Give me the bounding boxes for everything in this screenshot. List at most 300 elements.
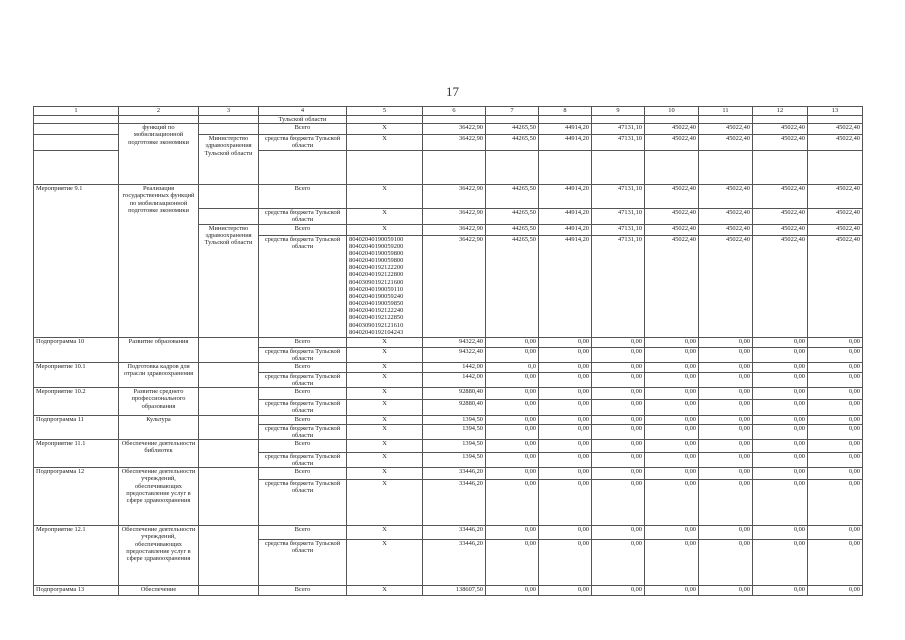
- table-cell: 0,00: [645, 439, 699, 452]
- table-cell: Министерство здравоохранения Тульской области: [199, 224, 259, 337]
- table-cell: 47131,10: [592, 235, 645, 337]
- table-cell: 0,00: [699, 337, 753, 347]
- table-cell: [199, 337, 259, 362]
- table-cell: [808, 151, 863, 185]
- table-cell: средства бюджета Тульской области: [259, 235, 347, 337]
- table-cell: Х: [347, 526, 423, 540]
- table-cell: 44914,20: [539, 185, 592, 209]
- table-cell: Всего: [259, 124, 347, 135]
- table-cell: Всего: [259, 586, 347, 596]
- table-cell: 0,00: [592, 540, 645, 586]
- table-cell: Всего: [259, 468, 347, 480]
- table-cell: 45022,40: [808, 235, 863, 337]
- table-cell: Х: [347, 586, 423, 596]
- table-cell: Х: [347, 540, 423, 586]
- table-cell: [34, 135, 119, 151]
- table-cell: [199, 526, 259, 586]
- column-header: 4: [259, 107, 347, 116]
- table-cell: Х: [347, 185, 423, 209]
- table-cell: 44265,50: [486, 135, 539, 151]
- table-cell: 45022,40: [753, 209, 808, 224]
- table-body: [34, 116, 863, 596]
- table-cell: 44914,20: [539, 235, 592, 337]
- table-cell: 47131,10: [592, 224, 645, 235]
- table-cell: 0,00: [592, 388, 645, 400]
- table-cell: 0,00: [592, 372, 645, 387]
- table-cell: 0,00: [808, 452, 863, 467]
- table-row: [34, 116, 863, 124]
- table-cell: [645, 151, 699, 185]
- table-cell: [259, 151, 347, 185]
- table-cell: 0,00: [486, 424, 539, 439]
- table-cell: 0,00: [486, 480, 539, 526]
- table-cell: 0,00: [808, 388, 863, 400]
- table-cell: функций по мобилизационной подготовке экономики: [119, 124, 199, 185]
- header-row: [34, 107, 863, 116]
- column-header: 11: [699, 107, 753, 116]
- table-cell: 45022,40: [699, 235, 753, 337]
- budget-code: 80403090192121600: [349, 278, 404, 286]
- table-cell: Х: [347, 424, 423, 439]
- table-cell: 44914,20: [539, 209, 592, 224]
- table-cell: [699, 116, 753, 124]
- table-cell: 36422,90: [423, 224, 486, 235]
- table-cell: 0,00: [539, 439, 592, 452]
- budget-code: 80402040192122800: [349, 271, 404, 279]
- column-header: 7: [486, 107, 539, 116]
- table-cell: Х: [347, 362, 423, 372]
- column-header: 10: [645, 107, 699, 116]
- table-cell: Х: [347, 372, 423, 387]
- table-cell: Министерство здравоохранения Тульской области: [199, 135, 259, 185]
- table-cell: 0,00: [753, 388, 808, 400]
- column-header: 1: [34, 107, 119, 116]
- table-cell: 47131,10: [592, 135, 645, 151]
- budget-code: 80402040192122200: [349, 264, 404, 272]
- table-cell: 36422,90: [423, 209, 486, 224]
- table-cell: 0,00: [753, 540, 808, 586]
- table-cell: [486, 116, 539, 124]
- table-cell: 45022,40: [645, 235, 699, 337]
- table-cell: 45022,40: [645, 224, 699, 235]
- table-row: [34, 185, 863, 209]
- budget-code: 80402040190059100: [349, 235, 404, 243]
- page-number: 17: [446, 84, 459, 99]
- table-cell: 0,00: [592, 526, 645, 540]
- table-cell: Всего: [259, 185, 347, 209]
- table-cell: 0,00: [699, 362, 753, 372]
- table-cell: Культура: [119, 415, 199, 439]
- table-cell: 47131,10: [592, 185, 645, 209]
- table-cell: 1394,50: [423, 452, 486, 467]
- table-cell: Тульской области: [259, 116, 347, 124]
- table-cell: Всего: [259, 337, 347, 347]
- table-cell: 0,00: [486, 526, 539, 540]
- table-cell: 0,00: [592, 468, 645, 480]
- table-cell: 33446,20: [423, 526, 486, 540]
- table-cell: 0,00: [645, 415, 699, 424]
- table-cell: [199, 185, 259, 209]
- table-cell: 36422,90: [423, 185, 486, 209]
- table-cell: 0,00: [539, 540, 592, 586]
- table-cell: Х: [347, 347, 423, 362]
- table-cell: Подпрограмма 11: [34, 415, 119, 439]
- table-cell: [699, 151, 753, 185]
- table-cell: 0,00: [808, 540, 863, 586]
- budget-code: 80402040192122240: [349, 307, 404, 315]
- table-cell: [347, 151, 423, 185]
- table-cell: [753, 151, 808, 185]
- table-cell: 0,00: [699, 586, 753, 596]
- table-cell: средства бюджета Тульской области: [259, 452, 347, 467]
- table-cell: 44914,20: [539, 124, 592, 135]
- table-cell: 1442,00: [423, 372, 486, 387]
- budget-code: 80403090192121610: [349, 321, 404, 329]
- table-cell: 44265,50: [486, 224, 539, 235]
- table-cell: 0,00: [753, 415, 808, 424]
- table-cell: 0,00: [808, 337, 863, 347]
- table-cell: 45022,40: [699, 185, 753, 209]
- table-cell: 0,00: [539, 388, 592, 400]
- table-cell: 0,00: [539, 372, 592, 387]
- table-cell: Х: [347, 135, 423, 151]
- table-cell: 92880,40: [423, 400, 486, 415]
- table-cell: Х: [347, 337, 423, 347]
- table-cell: 0,00: [645, 347, 699, 362]
- budget-code: 80402040190059240: [349, 292, 404, 300]
- table-cell: Х: [347, 209, 423, 224]
- table-cell: 0,00: [539, 586, 592, 596]
- table-row: [34, 388, 863, 400]
- budget-code: 80402040192122850: [349, 314, 404, 322]
- table-cell: Х: [347, 224, 423, 235]
- table-cell: 33446,20: [423, 540, 486, 586]
- table-cell: 0,00: [592, 337, 645, 347]
- table-cell: 45022,40: [753, 235, 808, 337]
- table-cell: 0,00: [699, 388, 753, 400]
- table-cell: Х: [347, 452, 423, 467]
- table-cell: 45022,40: [753, 135, 808, 151]
- table-cell: 0,00: [699, 468, 753, 480]
- table-cell: 45022,40: [753, 224, 808, 235]
- table-cell: 33446,20: [423, 468, 486, 480]
- table-cell: 0,00: [645, 480, 699, 526]
- table-cell: 0,00: [486, 452, 539, 467]
- table-cell: 0,00: [539, 452, 592, 467]
- table-cell: [592, 151, 645, 185]
- table-cell: [753, 116, 808, 124]
- table-cell: 0,00: [753, 586, 808, 596]
- table-cell: [199, 388, 259, 415]
- table-cell: 0,00: [808, 400, 863, 415]
- table-cell: 0,00: [808, 347, 863, 362]
- table-row: [34, 439, 863, 452]
- table-cell: Х: [347, 388, 423, 400]
- table-cell: 44914,20: [539, 135, 592, 151]
- table-cell: 0,00: [645, 452, 699, 467]
- table-cell: 45022,40: [753, 185, 808, 209]
- table-cell: 0,00: [645, 372, 699, 387]
- table-cell: Х: [347, 415, 423, 424]
- table-cell: 0,00: [753, 480, 808, 526]
- table-cell: средства бюджета Тульской области: [259, 400, 347, 415]
- table-cell: 0,00: [753, 362, 808, 372]
- table-cell: 0,00: [645, 400, 699, 415]
- table-cell: 0,00: [699, 480, 753, 526]
- table-cell: 0,00: [753, 372, 808, 387]
- table-cell: [592, 116, 645, 124]
- table-row: [34, 586, 863, 596]
- table-cell: 0,00: [539, 480, 592, 526]
- table-cell: 0,00: [808, 362, 863, 372]
- table-cell: 0,00: [539, 347, 592, 362]
- table-cell: 45022,40: [645, 135, 699, 151]
- table-cell: 0,00: [486, 468, 539, 480]
- table-cell: 138607,50: [423, 586, 486, 596]
- table-cell: 33446,20: [423, 480, 486, 526]
- table-cell: 36422,90: [423, 135, 486, 151]
- table-cell: [347, 116, 423, 124]
- budget-code: 80402040190059800: [349, 249, 404, 257]
- table-cell: 45022,40: [699, 209, 753, 224]
- table-cell: 1394,50: [423, 415, 486, 424]
- table-cell: средства бюджета Тульской области: [259, 480, 347, 526]
- table-cell: средства бюджета Тульской области: [259, 424, 347, 439]
- table-cell: 0,00: [592, 400, 645, 415]
- table-cell: 44265,50: [486, 124, 539, 135]
- table-cell: Подпрограмма 12: [34, 468, 119, 526]
- table-cell: 0,00: [592, 452, 645, 467]
- table-cell: 44265,50: [486, 209, 539, 224]
- table-cell: 44914,20: [539, 224, 592, 235]
- table-cell: средства бюджета Тульской области: [259, 540, 347, 586]
- table-cell: Мероприятие 9.1: [34, 185, 119, 337]
- table-cell: 1394,50: [423, 439, 486, 452]
- table-cell: 0,00: [645, 468, 699, 480]
- table-cell: Х: [347, 480, 423, 526]
- table-cell: 45022,40: [808, 185, 863, 209]
- table-cell: 0,00: [486, 586, 539, 596]
- table-cell: 0,00: [808, 439, 863, 452]
- table-cell: 0,00: [808, 480, 863, 526]
- column-header: 6: [423, 107, 486, 116]
- table-cell: 45022,40: [808, 209, 863, 224]
- table-cell: 0,00: [539, 400, 592, 415]
- table-cell: [486, 151, 539, 185]
- table-cell: 0,00: [645, 540, 699, 586]
- budget-code: 80402040190059850: [349, 300, 404, 308]
- table-cell: 0,00: [592, 424, 645, 439]
- table-cell: 0,00: [753, 424, 808, 439]
- column-header: 12: [753, 107, 808, 116]
- table-cell: 0,00: [592, 480, 645, 526]
- table-cell: 0,00: [753, 439, 808, 452]
- table-row: [34, 124, 863, 135]
- table-cell: Мероприятие 10.1: [34, 362, 119, 387]
- table-cell: средства бюджета Тульской области: [259, 209, 347, 224]
- table-cell: 0,00: [645, 586, 699, 596]
- table-cell: Х: [347, 400, 423, 415]
- table-cell: 0,00: [699, 526, 753, 540]
- table-cell: [199, 415, 259, 439]
- table-cell: Обеспечение деятельности учреждений, обеспечивающих предоставление услуг в сфере здравоохранения: [119, 526, 199, 586]
- table-cell: [808, 116, 863, 124]
- table-cell: средства бюджета Тульской области: [259, 347, 347, 362]
- table-cell: 0,00: [645, 362, 699, 372]
- table-cell: [34, 116, 119, 124]
- table-cell: средства бюджета Тульской области: [259, 372, 347, 387]
- table-cell: 0,00: [539, 424, 592, 439]
- table-row: [34, 362, 863, 372]
- table-cell: 0,00: [486, 372, 539, 387]
- table-cell: [645, 116, 699, 124]
- table-cell: 0,00: [539, 415, 592, 424]
- table-cell: 45022,40: [699, 124, 753, 135]
- table-cell: Обеспечение деятельности библиотек: [119, 439, 199, 467]
- table-cell: 0,00: [486, 400, 539, 415]
- table-cell: 0,00: [539, 337, 592, 347]
- table-cell: 45022,40: [808, 224, 863, 235]
- table-cell: Реализация государственных функций по мобилизационной подготовке экономики: [119, 185, 199, 337]
- column-header: 13: [808, 107, 863, 116]
- table-cell: [199, 468, 259, 526]
- table-row: [34, 526, 863, 540]
- table-cell: Подготовка кадров для отрасли здравоохранения: [119, 362, 199, 387]
- table-cell: 0,00: [592, 586, 645, 596]
- table-cell: [539, 151, 592, 185]
- table-cell: [199, 124, 259, 135]
- table-cell: 45022,40: [699, 135, 753, 151]
- table-cell: Развитие среднего профессионального образования: [119, 388, 199, 415]
- table-cell: 0,00: [645, 337, 699, 347]
- table-cell: 44265,50: [486, 185, 539, 209]
- table-cell: 0,00: [753, 400, 808, 415]
- budget-table: [33, 106, 863, 596]
- table-cell: Всего: [259, 439, 347, 452]
- table-cell: 1442,00: [423, 362, 486, 372]
- table-row: [34, 468, 863, 480]
- table-cell: 36422,90: [423, 124, 486, 135]
- column-header: 3: [199, 107, 259, 116]
- table-cell: 1394,50: [423, 424, 486, 439]
- table-cell: 0,00: [808, 415, 863, 424]
- table-cell: 0,00: [486, 439, 539, 452]
- table-cell: Развитие образования: [119, 337, 199, 362]
- table-cell: 47131,10: [592, 124, 645, 135]
- column-header: 5: [347, 107, 423, 116]
- table-cell: средства бюджета Тульской области: [259, 135, 347, 151]
- table-cell: [199, 586, 259, 596]
- table-cell: Мероприятие 11.1: [34, 439, 119, 467]
- column-header: 9: [592, 107, 645, 116]
- table-cell: 0,00: [486, 540, 539, 586]
- table-cell: 0,00: [808, 372, 863, 387]
- table-cell: 0,00: [699, 540, 753, 586]
- table-cell: 0,00: [699, 400, 753, 415]
- table-cell: Х: [347, 439, 423, 452]
- table-cell: 0,00: [808, 586, 863, 596]
- table-cell: Всего: [259, 415, 347, 424]
- table-cell: Всего: [259, 526, 347, 540]
- table-cell: 45022,40: [645, 124, 699, 135]
- table-cell: [34, 124, 119, 135]
- table-cell: 0,00: [592, 439, 645, 452]
- table-cell: 0,00: [753, 452, 808, 467]
- table-cell: 36422,90: [423, 235, 486, 337]
- table-cell: 0,00: [645, 526, 699, 540]
- table-cell: [347, 235, 423, 337]
- table-cell: Обеспечение: [119, 586, 199, 596]
- table-cell: Обеспечение деятельности учреждений, обеспечивающих предоставление услуг в сфере здравоохранения: [119, 468, 199, 526]
- table-cell: 0,00: [645, 424, 699, 439]
- table-cell: Всего: [259, 224, 347, 235]
- table-cell: 45022,40: [753, 124, 808, 135]
- table-cell: 0,0: [486, 362, 539, 372]
- table-cell: Х: [347, 468, 423, 480]
- column-header: 8: [539, 107, 592, 116]
- table-cell: 0,00: [699, 452, 753, 467]
- budget-code: 80402040190059200: [349, 242, 404, 250]
- table-cell: 0,00: [753, 337, 808, 347]
- table-cell: [119, 116, 199, 124]
- table-cell: 45022,40: [808, 124, 863, 135]
- table-cell: Всего: [259, 362, 347, 372]
- table-cell: 0,00: [539, 468, 592, 480]
- table-cell: 0,00: [592, 347, 645, 362]
- table-cell: 0,00: [753, 526, 808, 540]
- table-cell: 94322,40: [423, 347, 486, 362]
- table-cell: 0,00: [699, 372, 753, 387]
- table-cell: 0,00: [539, 526, 592, 540]
- table-cell: 0,00: [486, 388, 539, 400]
- table-cell: 0,00: [592, 362, 645, 372]
- table-cell: 45022,40: [808, 135, 863, 151]
- table-row: [34, 337, 863, 347]
- table-cell: 0,00: [486, 347, 539, 362]
- table-cell: 45022,40: [645, 185, 699, 209]
- table-cell: 0,00: [699, 347, 753, 362]
- table-cell: Подпрограмма 10: [34, 337, 119, 362]
- table-cell: Всего: [259, 388, 347, 400]
- table-cell: [199, 439, 259, 467]
- table-cell: [199, 116, 259, 124]
- table-cell: 0,00: [699, 424, 753, 439]
- table-cell: [34, 151, 119, 185]
- table-cell: Мероприятие 12.1: [34, 526, 119, 586]
- table-cell: Мероприятие 10.2: [34, 388, 119, 415]
- table-cell: 0,00: [539, 362, 592, 372]
- budget-code: 80402040192104243: [349, 328, 404, 336]
- table-cell: [539, 116, 592, 124]
- table-cell: 92880,40: [423, 388, 486, 400]
- table-cell: 0,00: [645, 388, 699, 400]
- table-cell: Х: [347, 124, 423, 135]
- budget-code: 80402040190059110: [349, 285, 404, 293]
- table-cell: 0,00: [486, 415, 539, 424]
- table-cell: 0,00: [753, 347, 808, 362]
- table-cell: 0,00: [808, 424, 863, 439]
- table-cell: 0,00: [486, 337, 539, 347]
- table-cell: 0,00: [699, 415, 753, 424]
- column-header: 2: [119, 107, 199, 116]
- table-cell: [423, 116, 486, 124]
- table-cell: 94322,40: [423, 337, 486, 347]
- table-cell: 44265,50: [486, 235, 539, 337]
- table-cell: 47131,10: [592, 209, 645, 224]
- table-cell: 45022,40: [645, 209, 699, 224]
- table-cell: 0,00: [808, 468, 863, 480]
- table-cell: [199, 209, 259, 224]
